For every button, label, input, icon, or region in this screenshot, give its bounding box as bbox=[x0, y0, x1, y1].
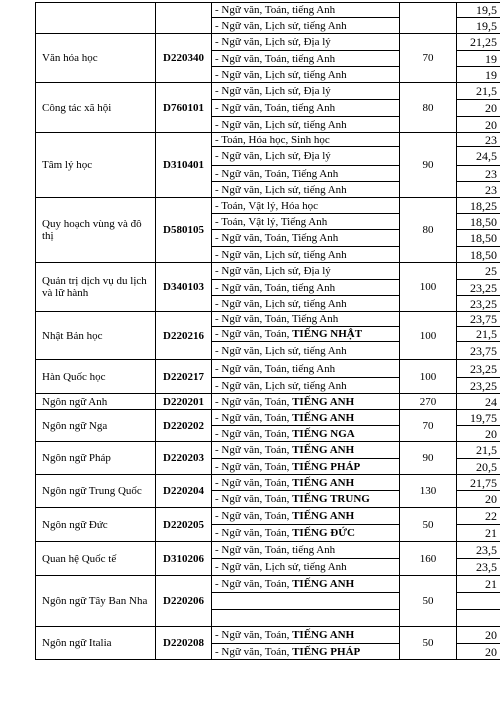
cutoff-score: 23,25 bbox=[457, 378, 500, 394]
quota-value: 50 bbox=[400, 576, 457, 627]
subject-combination bbox=[212, 147, 400, 166]
subject-combination bbox=[212, 83, 400, 100]
quota-value: 270 bbox=[400, 394, 457, 410]
subject-text: - Ngữ văn, Lịch sử, tiếng Anh bbox=[215, 118, 347, 131]
subject-text: - Ngữ văn, Toán, bbox=[215, 476, 293, 489]
subject-combination bbox=[212, 280, 400, 296]
subject-combination bbox=[212, 133, 400, 147]
subject-text: - Ngữ văn, Toán, bbox=[215, 510, 293, 522]
major-name: Tâm lý học bbox=[36, 133, 156, 198]
table-row bbox=[36, 133, 500, 147]
cutoff-score: 21,5 bbox=[457, 83, 500, 100]
foreign-language-subject: TIẾNG NGA bbox=[292, 427, 355, 440]
subject-text: - Ngữ văn, Toán, tiếng Anh bbox=[215, 544, 336, 556]
subject-combination bbox=[212, 166, 400, 182]
major-name: Quan hệ Quốc tế bbox=[36, 542, 156, 576]
cutoff-score: 23,5 bbox=[457, 542, 500, 559]
cutoff-score: 19 bbox=[457, 67, 500, 83]
subject-combination bbox=[212, 3, 400, 18]
subject-combination bbox=[212, 459, 400, 475]
foreign-language-subject: TIẾNG NHẬT bbox=[292, 328, 363, 340]
cutoff-score: 18,50 bbox=[457, 230, 500, 247]
cutoff-score: 19 bbox=[457, 51, 500, 67]
cutoff-score: 18,50 bbox=[457, 247, 500, 263]
table-row bbox=[36, 360, 500, 378]
major-name: Ngôn ngữ Italia bbox=[36, 627, 156, 660]
cutoff-score: 20 bbox=[457, 100, 500, 117]
cutoff-score bbox=[457, 593, 500, 610]
subject-combination bbox=[212, 610, 400, 627]
foreign-language-subject: TIẾNG ĐỨC bbox=[292, 527, 355, 539]
subject-text: - Ngữ văn, Lịch sử, tiếng Anh bbox=[215, 248, 347, 261]
table-row bbox=[36, 475, 500, 491]
subject-text: - Ngữ văn, Toán, Tiếng Anh bbox=[215, 313, 339, 325]
subject-combination bbox=[212, 508, 400, 525]
major-code bbox=[156, 3, 212, 34]
quota-value: 160 bbox=[400, 542, 457, 576]
major-code: D220208 bbox=[156, 627, 212, 660]
subject-combination bbox=[212, 263, 400, 280]
cutoff-score: 20 bbox=[457, 426, 500, 442]
subject-combination bbox=[212, 475, 400, 491]
quota-value: 80 bbox=[400, 83, 457, 133]
major-code: D220205 bbox=[156, 508, 212, 542]
cutoff-score: 23 bbox=[457, 182, 500, 198]
cutoff-score: 21,75 bbox=[457, 475, 500, 491]
subject-text: - Ngữ văn, Toán, tiếng Anh bbox=[215, 52, 336, 65]
subject-combination bbox=[212, 410, 400, 426]
major-name: Nhật Bản học bbox=[36, 312, 156, 360]
cutoff-score bbox=[457, 610, 500, 627]
cutoff-score: 21,5 bbox=[457, 327, 500, 342]
major-name: Ngôn ngữ Trung Quốc bbox=[36, 475, 156, 508]
subject-combination bbox=[212, 627, 400, 644]
cutoff-score: 20,5 bbox=[457, 459, 500, 475]
major-code: D340103 bbox=[156, 263, 212, 312]
major-code: D220204 bbox=[156, 475, 212, 508]
subject-text: - Ngữ văn, Lịch sử, Địa lý bbox=[215, 265, 331, 277]
subject-combination bbox=[212, 34, 400, 51]
subject-combination bbox=[212, 593, 400, 610]
cutoff-score: 23,75 bbox=[457, 312, 500, 327]
cutoff-score: 21,25 bbox=[457, 34, 500, 51]
subject-combination bbox=[212, 117, 400, 133]
table-row bbox=[36, 312, 500, 327]
quota-value bbox=[400, 3, 457, 34]
quota-value: 100 bbox=[400, 312, 457, 360]
major-code: D580105 bbox=[156, 198, 212, 263]
major-name bbox=[36, 3, 156, 34]
subject-combination bbox=[212, 559, 400, 576]
quota-value: 100 bbox=[400, 360, 457, 394]
cutoff-score: 19,5 bbox=[457, 18, 500, 34]
subject-text: - Ngữ văn, Lịch sử, Địa lý bbox=[215, 150, 331, 162]
subject-combination bbox=[212, 182, 400, 198]
subject-text: - Ngữ văn, Toán, tiếng Anh bbox=[215, 102, 336, 114]
subject-combination bbox=[212, 644, 400, 660]
cutoff-score: 23 bbox=[457, 166, 500, 182]
subject-text: - Ngữ văn, Lịch sử, Địa lý bbox=[215, 85, 331, 97]
subject-combination bbox=[212, 426, 400, 442]
subject-text: - Ngữ văn, Toán, tiếng Anh bbox=[215, 281, 336, 294]
major-name: Ngôn ngữ Anh bbox=[36, 394, 156, 410]
subject-combination bbox=[212, 214, 400, 230]
table-row bbox=[36, 410, 500, 426]
foreign-language-subject: TIẾNG ANH bbox=[292, 510, 355, 522]
subject-text: - Ngữ văn, Toán, bbox=[215, 444, 293, 456]
subject-combination bbox=[212, 312, 400, 327]
quota-value: 130 bbox=[400, 475, 457, 508]
subject-combination bbox=[212, 230, 400, 247]
major-code: D220217 bbox=[156, 360, 212, 394]
major-code: D310401 bbox=[156, 133, 212, 198]
foreign-language-subject: TIẾNG TRUNG bbox=[292, 493, 370, 505]
admission-score-document bbox=[35, 2, 500, 660]
table-row bbox=[36, 442, 500, 459]
major-name: Ngôn ngữ Nga bbox=[36, 410, 156, 442]
subject-text: - Ngữ văn, Lịch sử, tiếng Anh bbox=[215, 344, 347, 357]
subject-combination bbox=[212, 18, 400, 34]
subject-combination bbox=[212, 342, 400, 360]
cutoff-score: 20 bbox=[457, 644, 500, 660]
foreign-language-subject: TIẾNG ANH bbox=[292, 444, 355, 456]
cutoff-score: 23,25 bbox=[457, 280, 500, 296]
foreign-language-subject: TIẾNG ANH bbox=[292, 629, 355, 641]
table-row bbox=[36, 198, 500, 214]
cutoff-score: 24 bbox=[457, 394, 500, 410]
subject-text: - Ngữ văn, Toán, bbox=[215, 411, 293, 424]
subject-combination bbox=[212, 576, 400, 593]
subject-text: - Ngữ văn, Lịch sử, tiếng Anh bbox=[215, 183, 347, 196]
subject-combination bbox=[212, 67, 400, 83]
table-row bbox=[36, 508, 500, 525]
major-code: D220216 bbox=[156, 312, 212, 360]
subject-text: - Ngữ văn, Lịch sử, tiếng Anh bbox=[215, 379, 347, 392]
table-row bbox=[36, 394, 500, 410]
cutoff-score: 23,75 bbox=[457, 342, 500, 360]
subject-text: - Ngữ văn, Lịch sử, Địa lý bbox=[215, 36, 331, 48]
major-code: D220201 bbox=[156, 394, 212, 410]
subject-text: - Ngữ văn, Lịch sử, tiếng Anh bbox=[215, 297, 347, 310]
major-name: Ngôn ngữ Tây Ban Nha bbox=[36, 576, 156, 627]
subject-text: - Ngữ văn, Toán, bbox=[215, 395, 293, 408]
major-code: D220206 bbox=[156, 576, 212, 627]
subject-text: - Ngữ văn, Toán, bbox=[215, 645, 293, 658]
quota-value: 50 bbox=[400, 627, 457, 660]
subject-combination bbox=[212, 51, 400, 67]
subject-text: - Ngữ văn, Toán, bbox=[215, 578, 293, 590]
subject-text: - Toán, Hóa học, Sinh học bbox=[215, 133, 330, 146]
subject-combination bbox=[212, 491, 400, 508]
subject-text: - Ngữ văn, Toán, bbox=[215, 427, 293, 440]
subject-text: - Ngữ văn, Toán, Tiếng Anh bbox=[215, 232, 339, 244]
subject-combination bbox=[212, 296, 400, 312]
subject-text: - Ngữ văn, Toán, bbox=[215, 527, 293, 539]
subject-combination bbox=[212, 542, 400, 559]
cutoff-score: 20 bbox=[457, 491, 500, 508]
cutoff-score: 23,25 bbox=[457, 360, 500, 378]
cutoff-score: 20 bbox=[457, 117, 500, 133]
major-code: D220203 bbox=[156, 442, 212, 475]
major-name: Ngôn ngữ Đức bbox=[36, 508, 156, 542]
subject-combination bbox=[212, 378, 400, 394]
subject-text: - Ngữ văn, Toán, bbox=[215, 629, 293, 641]
admission-score-table-body bbox=[36, 3, 500, 660]
cutoff-score: 25 bbox=[457, 263, 500, 280]
subject-combination bbox=[212, 100, 400, 117]
subject-text: - Toán, Vật lý, Tiếng Anh bbox=[215, 215, 328, 228]
quota-value: 100 bbox=[400, 263, 457, 312]
major-name: Ngôn ngữ Pháp bbox=[36, 442, 156, 475]
major-code: D310206 bbox=[156, 542, 212, 576]
subject-text: - Ngữ văn, Toán, bbox=[215, 460, 293, 473]
subject-text: - Ngữ văn, Lịch sử, tiếng Anh bbox=[215, 561, 347, 573]
quota-value: 70 bbox=[400, 34, 457, 83]
table-row bbox=[36, 576, 500, 593]
cutoff-score: 21,5 bbox=[457, 442, 500, 459]
quota-value: 90 bbox=[400, 442, 457, 475]
cutoff-score: 18,50 bbox=[457, 214, 500, 230]
major-name: Quản trị dịch vụ du lịch và lữ hành bbox=[36, 263, 156, 312]
subject-combination bbox=[212, 525, 400, 542]
foreign-language-subject: TIẾNG PHÁP bbox=[292, 645, 361, 658]
major-code: D760101 bbox=[156, 83, 212, 133]
cutoff-score: 20 bbox=[457, 627, 500, 644]
subject-combination bbox=[212, 442, 400, 459]
major-code: D220340 bbox=[156, 34, 212, 83]
foreign-language-subject: TIẾNG ANH bbox=[292, 395, 355, 408]
foreign-language-subject: TIẾNG ANH bbox=[292, 476, 355, 489]
subject-combination bbox=[212, 394, 400, 410]
cutoff-score: 21 bbox=[457, 576, 500, 593]
cutoff-score: 21 bbox=[457, 525, 500, 542]
admission-score-table bbox=[35, 2, 500, 660]
subject-combination bbox=[212, 247, 400, 263]
subject-text: - Ngữ văn, Lịch sử, tiếng Anh bbox=[215, 68, 347, 81]
subject-text: - Ngữ văn, Toán, bbox=[215, 493, 293, 505]
cutoff-score: 23 bbox=[457, 133, 500, 147]
cutoff-score: 23,5 bbox=[457, 559, 500, 576]
table-row bbox=[36, 542, 500, 559]
foreign-language-subject: TIẾNG ANH bbox=[292, 411, 355, 424]
subject-text: - Ngữ văn, Lịch sử, tiếng Anh bbox=[215, 19, 347, 32]
subject-text: - Ngữ văn, Toán, bbox=[215, 328, 293, 340]
table-row bbox=[36, 34, 500, 51]
quota-value: 80 bbox=[400, 198, 457, 263]
major-code: D220202 bbox=[156, 410, 212, 442]
major-name: Văn hóa học bbox=[36, 34, 156, 83]
subject-text: - Ngữ văn, Toán, tiếng Anh bbox=[215, 4, 336, 16]
major-name: Hàn Quốc học bbox=[36, 360, 156, 394]
table-row bbox=[36, 3, 500, 18]
quota-value: 50 bbox=[400, 508, 457, 542]
cutoff-score: 24,5 bbox=[457, 147, 500, 166]
subject-combination bbox=[212, 360, 400, 378]
cutoff-score: 18,25 bbox=[457, 198, 500, 214]
subject-text: - Ngữ văn, Toán, Tiếng Anh bbox=[215, 167, 339, 180]
foreign-language-subject: TIẾNG PHÁP bbox=[292, 460, 361, 473]
major-name: Công tác xã hội bbox=[36, 83, 156, 133]
subject-text: - Ngữ văn, Toán, tiếng Anh bbox=[215, 362, 336, 375]
major-name: Quy hoạch vùng và đô thị bbox=[36, 198, 156, 263]
table-row bbox=[36, 83, 500, 100]
table-row bbox=[36, 263, 500, 280]
subject-text: - Toán, Vật lý, Hóa học bbox=[215, 199, 318, 212]
cutoff-score: 19,75 bbox=[457, 410, 500, 426]
quota-value: 90 bbox=[400, 133, 457, 198]
cutoff-score: 23,25 bbox=[457, 296, 500, 312]
foreign-language-subject: TIẾNG ANH bbox=[292, 578, 355, 590]
table-row bbox=[36, 627, 500, 644]
subject-combination bbox=[212, 327, 400, 342]
cutoff-score: 22 bbox=[457, 508, 500, 525]
subject-combination bbox=[212, 198, 400, 214]
cutoff-score: 19,5 bbox=[457, 3, 500, 18]
quota-value: 70 bbox=[400, 410, 457, 442]
